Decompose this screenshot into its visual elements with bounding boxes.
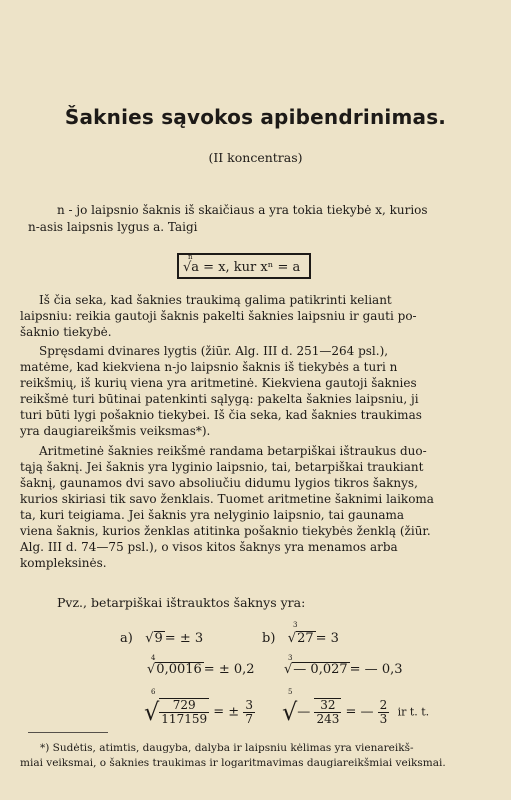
paragraph-1-line-3: šaknio tiekybė. <box>20 325 112 339</box>
footnote-line-1: *) Sudėtis, atimtis, daugyba, dalyba ir laipsniu kėlimas yra vienareikš- <box>40 742 414 754</box>
example-c-index: 4 <box>151 654 156 662</box>
paragraph-3-line-7: Alg. III d. 74—75 psl.), o visos kitos šaknys yra menamos arba <box>20 540 398 554</box>
example-b-index: 3 <box>293 621 298 629</box>
example-a: a) √9 = ± 3 <box>120 631 204 646</box>
paragraph-3-line-8: kompleksinės. <box>20 556 107 570</box>
example-f-result-numerator: 2 <box>379 697 388 712</box>
example-e-result-numerator: 3 <box>245 697 253 712</box>
paragraph-3-line-5: ta, kuri teigiama. Jei šaknis yra nelyginio laipsnio, tai gaunama <box>20 508 405 522</box>
paragraph-1-line-1: Iš čia seka, kad šaknies traukimą galima patikrinti keliant <box>39 293 392 307</box>
example-a-result: = ± 3 <box>164 631 204 646</box>
definition-line-2: n-asis laipsnis lygus a. Taigi <box>28 220 198 234</box>
example-b-result: = 3 <box>315 631 339 646</box>
example-c-result: = ± 0,2 <box>203 662 255 677</box>
example-e-fraction <box>159 698 209 726</box>
boxed-formula <box>177 253 311 279</box>
example-d-index: 3 <box>288 654 293 662</box>
example-c-radicand: 0,0016 <box>156 662 202 677</box>
example-e-result-sign: = ± <box>213 704 240 720</box>
example-f-denominator: 243 <box>316 712 340 726</box>
example-f: √— $\frac{32}{243}$ = — $\frac{2}{3}$ ir t. t. <box>282 697 430 726</box>
paragraph-2-line-6: yra daugiareikšmis veiksmas*). <box>20 424 211 438</box>
example-a-label: a) <box>120 631 133 646</box>
paragraph-3-line-2: tąją šaknį. Jei šaknis yra lyginio laipsnio, tai, betarpiškai traukiant <box>20 460 424 474</box>
formula-text: √a = x, kur xⁿ = a <box>183 260 301 275</box>
example-f-index: 5 <box>288 688 293 696</box>
footnote-divider <box>28 732 108 733</box>
example-b-radicand: 27 <box>297 631 314 646</box>
example-e: √ $\frac{729}{117159}$ = ± $\frac{3}{7}$ <box>144 697 253 726</box>
section-subtitle: (II koncentras) <box>208 150 303 165</box>
paragraph-2-line-2: matėme, kad kiekviena n-jo laipsnio šaknis iš tiekybės a turi n <box>20 360 398 374</box>
paragraph-2-line-3: reikšmių, iš kurių viena yra aritmetinė. Kiekviena gautoji šaknies <box>20 376 417 390</box>
example-e-denominator: 117159 <box>161 712 208 726</box>
example-f-result-denominator: 3 <box>379 711 388 726</box>
example-d-radicand: — 0,027 <box>293 662 348 677</box>
example-d: √— 0,027 = — 0,3 <box>284 662 403 677</box>
paragraph-2-line-1: Spręsdami dvinares lygtis (žiūr. Alg. III d. 251—264 psl.), <box>39 344 389 358</box>
example-d-result: = — 0,3 <box>349 662 403 677</box>
example-f-result-fraction <box>378 699 390 726</box>
example-c: √0,0016 = ± 0,2 <box>147 662 255 677</box>
paragraph-3-line-3: šaknį, gaunamos dvi savo absoliučiu didumu lygios tikros šaknys, <box>20 476 418 490</box>
examples-intro: Pvz., betarpiškai ištrauktos šaknys yra: <box>57 595 306 610</box>
footnote-line-2: miai veiksmai, o šaknies traukimas ir logaritmavimas daugiareikšmiai veiksmai. <box>20 757 446 769</box>
example-b-label: b) <box>262 631 276 646</box>
paragraph-3-line-6: viena šaknis, kurios ženklas atitinka pošaknio tiekybės ženklą (žiūr. <box>20 524 431 538</box>
paragraph-2-line-4: reikšmė turi būtinai patenkinti sąlygą: pakelta šaknies laipsniu, ji <box>20 392 419 406</box>
example-e-numerator: 729 <box>159 698 209 713</box>
example-f-fraction <box>314 698 341 726</box>
paragraph-3-line-4: kurios skiriasi tik savo ženklais. Tuomet aritmetine šaknimi laikoma <box>20 492 434 506</box>
example-e-result-fraction <box>243 699 255 726</box>
example-f-numerator: 32 <box>314 698 341 713</box>
section-title: Šaknies sąvokos apibendrinimas. <box>64 105 447 129</box>
example-b: b) √27 = 3 <box>262 631 339 646</box>
example-f-prefix: — <box>297 704 311 720</box>
example-a-radicand: 9 <box>154 631 163 646</box>
formula-root-index: n <box>188 253 193 261</box>
example-f-result-sign: = — <box>345 704 374 720</box>
example-f-tail: ir t. t. <box>397 705 430 719</box>
paragraph-1-line-2: laipsniu: reikia gautoji šaknis pakelti šaknies laipsniu ir gauti po- <box>20 309 417 323</box>
paragraph-2-line-5: turi būti lygi pošaknio tiekybei. Iš čia seka, kad šaknies traukimas <box>20 408 422 422</box>
example-e-result-denominator: 7 <box>245 711 253 726</box>
example-e-index: 6 <box>151 688 156 696</box>
definition-line-1: n - jo laipsnio šaknis iš skaičiaus a yra tokia tiekybė x, kurios <box>57 203 428 217</box>
paragraph-3-line-1: Aritmetinė šaknies reikšmė randama betarpiškai ištraukus duo- <box>39 444 427 458</box>
